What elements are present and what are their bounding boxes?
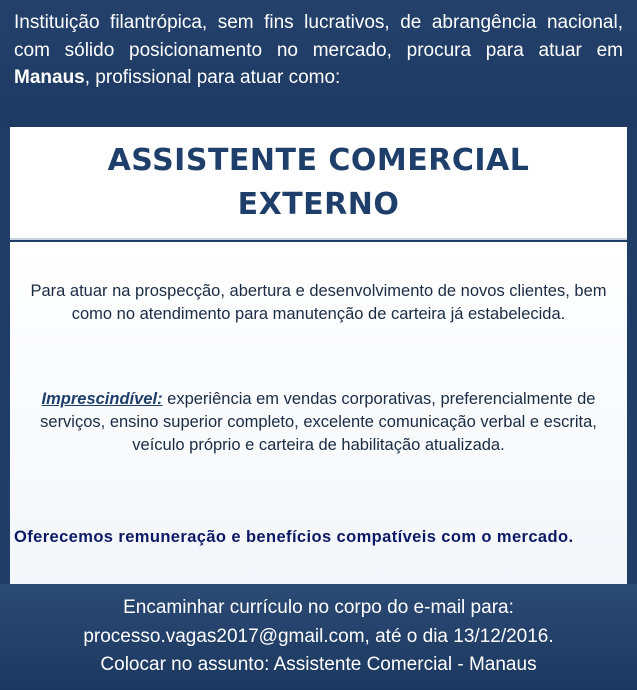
application-instructions <box>0 584 637 690</box>
job-title-box <box>10 127 627 240</box>
footer-line-2: processo.vagas2017@gmail.com, até o dia 13/12/2016. <box>83 625 554 647</box>
job-title-line-2: EXTERNO <box>237 186 400 222</box>
intro-text-after: , profissional para atuar como: <box>84 67 341 88</box>
intro-city: Manaus <box>14 67 85 88</box>
job-requirements <box>10 388 627 457</box>
footer-line-3: Colocar no assunto: Assistente Comercial - Manaus <box>100 654 537 675</box>
job-details-box <box>10 242 627 584</box>
requirements-text: experiência em vendas corporativas, preferencialmente de serviços, ensino superior completo, excelente comunicação verbal e escrita, veículo próprio e carteira de habilitação atualizada. <box>40 390 597 454</box>
intro-text-before: Instituição filantrópica, sem fins lucrativos, de abrangência nacional, com sólido posicionamento no mercado, procura para atuar em <box>14 12 623 61</box>
intro-paragraph <box>0 0 637 127</box>
job-title-line-1: ASSISTENTE COMERCIAL <box>107 142 530 178</box>
job-offer: Oferecemos remuneração e benefícios compatíveis com o mercado. <box>14 528 574 546</box>
requirements-label: Imprescindível: <box>41 390 163 408</box>
job-description: Para atuar na prospecção, abertura e desenvolvimento de novos clientes, bem como no atendimento para manutenção de carteira já estabelecida. <box>30 282 607 323</box>
footer-line-1: Encaminhar currículo no corpo do e-mail para: <box>123 597 514 618</box>
